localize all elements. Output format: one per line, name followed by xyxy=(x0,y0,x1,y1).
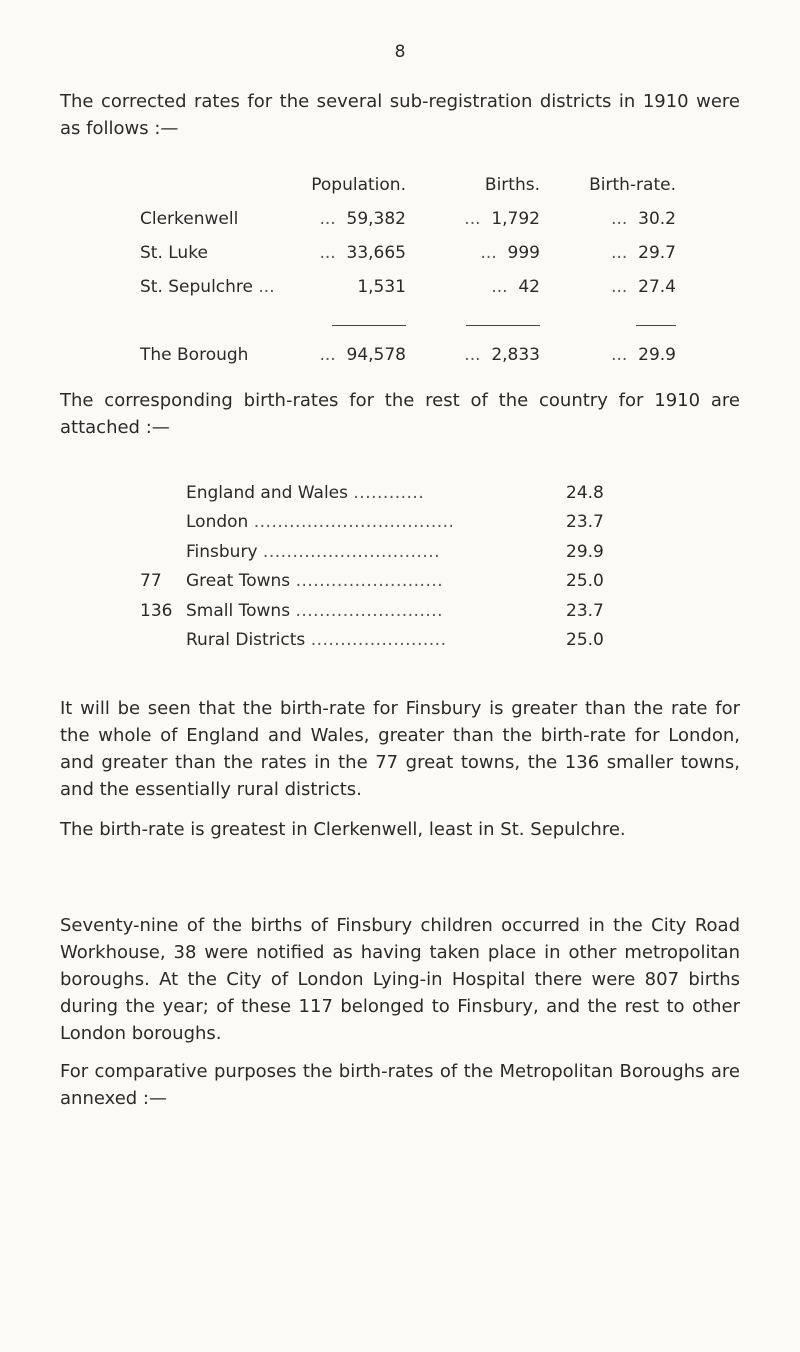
item-value: 29.9 xyxy=(566,541,604,562)
item-count: 136 xyxy=(140,600,173,621)
finsbury-comparison-paragraph: It will be seen that the birth-rate for Finsbury is greater than the rate for the whole of England and Wales, greater than the birth-rate for London, and greater than the rates in the 77 great towns, the 136 smaller towns, and the essentially rural districts. xyxy=(60,698,740,800)
district-name: St. Sepulchre xyxy=(140,277,253,297)
dot-leader: .............................. xyxy=(262,541,441,562)
list-item xyxy=(140,626,662,656)
item-value: 24.8 xyxy=(566,482,604,503)
population-value: 59,382 xyxy=(346,209,406,229)
birth-rate-value: 29.7 xyxy=(638,243,676,263)
page-number: 8 xyxy=(394,42,406,62)
total-name: The Borough xyxy=(140,345,249,365)
comparison-table xyxy=(140,478,662,655)
population-value: 33,665 xyxy=(346,243,406,263)
list-item xyxy=(140,596,662,626)
districts-table xyxy=(140,168,676,372)
table-row: St. Sepulchre ... 1,531 ... 42 ... 27.4 xyxy=(140,277,676,297)
table-row: St. Luke ... 33,665 ... 999 ... 29.7 xyxy=(140,236,676,270)
item-label: England and Wales xyxy=(186,482,348,503)
births-value: 999 xyxy=(507,243,540,263)
district-name: St. Luke xyxy=(140,243,208,263)
birth-rate-value: 30.2 xyxy=(638,209,676,229)
dot-leader: ....................... xyxy=(310,630,447,651)
item-count xyxy=(140,537,186,567)
item-value: 23.7 xyxy=(566,600,604,621)
births-value: 42 xyxy=(518,277,540,297)
population-value: 1,531 xyxy=(357,277,406,297)
header-births: Births. xyxy=(484,175,540,195)
intro-paragraph: The corrected rates for the several sub-registration districts in 1910 were as follows :— xyxy=(60,91,740,139)
dot-leader: ......................... xyxy=(295,571,444,592)
greatest-least-paragraph: The birth-rate is greatest in Clerkenwell, least in St. Sepulchre. xyxy=(60,819,626,840)
item-count xyxy=(140,508,186,538)
total-population: 94,578 xyxy=(346,345,406,365)
list-item xyxy=(140,537,662,567)
births-location-paragraph: Seventy-nine of the births of Finsbury children occurred in the City Road Workhouse, 38 were notified as having taken place in other metropolitan boroughs. At the City of London Lying-in Hospital there were 807 births during the year; of these 117 belonged to Finsbury, and the rest to other London boroughs. xyxy=(60,915,740,1044)
item-count: 77 xyxy=(140,571,162,592)
list-item xyxy=(140,508,662,538)
dot-leader: ......................... xyxy=(295,600,444,621)
item-label: Finsbury xyxy=(186,541,258,562)
item-label: Small Towns xyxy=(186,600,291,621)
total-row: The Borough ... 94,578 ... 2,833 ... 29.9 xyxy=(140,338,676,372)
table-row: Clerkenwell ... 59,382 ... 1,792 ... 30.2 xyxy=(140,202,676,236)
rule-divider xyxy=(636,325,676,326)
total-births: 2,833 xyxy=(491,345,540,365)
list-item xyxy=(140,567,662,597)
item-label: London xyxy=(186,512,249,533)
district-name: Clerkenwell xyxy=(140,209,239,229)
dot-leader: ............ xyxy=(353,482,425,503)
dot-leader: .................................. xyxy=(253,512,455,533)
rule-divider xyxy=(332,325,406,326)
comparison-intro: The corresponding birth-rates for the rest of the country for 1910 are attached :— xyxy=(60,390,740,438)
item-label: Great Towns xyxy=(186,571,291,592)
item-label: Rural Districts xyxy=(186,630,306,651)
item-value: 25.0 xyxy=(566,571,604,592)
item-count xyxy=(140,626,186,656)
header-population: Population. xyxy=(311,175,406,195)
header-birth-rate: Birth-rate. xyxy=(589,175,676,195)
birth-rate-value: 27.4 xyxy=(638,277,676,297)
total-rule-row xyxy=(140,304,676,338)
item-value: 23.7 xyxy=(566,512,604,533)
item-count xyxy=(140,478,186,508)
list-item xyxy=(140,478,662,508)
births-value: 1,792 xyxy=(491,209,540,229)
rule-divider xyxy=(466,325,540,326)
table-header-row xyxy=(140,168,676,202)
total-birth-rate: 29.9 xyxy=(638,345,676,365)
item-value: 25.0 xyxy=(566,630,604,651)
metropolitan-boroughs-intro: For comparative purposes the birth-rates of the Metropolitan Boroughs are annexed :— xyxy=(60,1061,740,1109)
